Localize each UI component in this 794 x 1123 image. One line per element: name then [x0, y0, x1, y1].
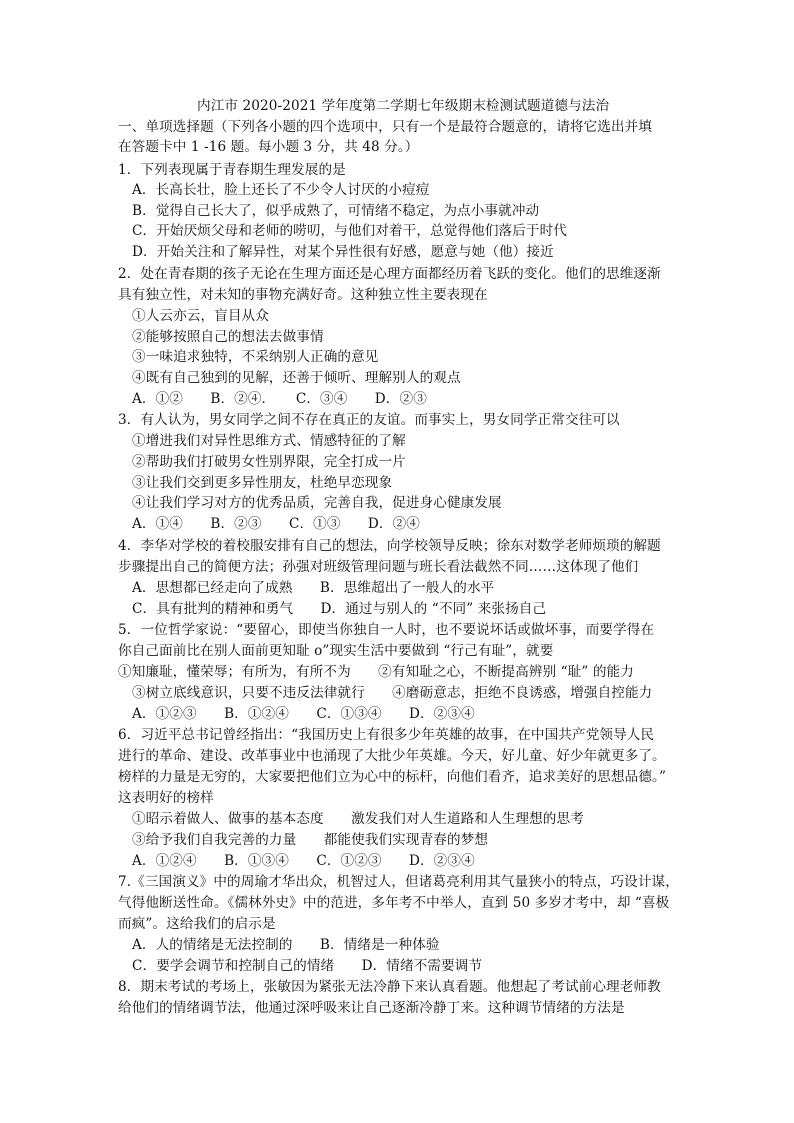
question-6-statements-12: ①昭示着做人、做事的基本态度 激发我们对人生道路和人生理想的思考	[132, 811, 584, 827]
question-8-stem-cont: 给他们的情绪调节法，他通过深呼吸来让自己逐渐冷静丁来。这种调节情绪的方法是	[118, 1000, 625, 1016]
question-7-stem-cont-2: 而疯”。这给我们的启示是	[118, 916, 276, 932]
question-5-statements-34: ③树立底线意识，只要不违反法律就行 ④磨砺意志，拒绝不良诱惑，增强自控能力	[132, 685, 653, 701]
question-6-stem-cont-1: 进行的革命、建设、改革事业中也涌现了大批少年英雄。今天，好儿童、好少年就更多了。	[118, 748, 666, 764]
question-5-options: A．①②③ B．①②④ C．①③④ D．②③④	[132, 706, 475, 722]
question-6-stem: 6．习近平总书记曾经指出：“我国历史上有很多少年英雄的故事，在中国共产党领导人民	[118, 727, 655, 743]
question-3-statement-3: ③让我们交到更多异性朋友，杜绝早恋现象	[132, 475, 393, 491]
question-1-stem: 1．下列表现属于青春期生理发展的是	[118, 162, 346, 178]
question-2-statement-3: ③一味追求独特，不采纳别人正确的意见	[132, 349, 379, 365]
question-5-statements-12: ①知廉耻，懂荣辱；有所为，有所不为 ②有知耻之心，不断提高辨别 “耻” 的能力	[118, 664, 634, 680]
question-2-stem: 2．处在青春期的孩子无论在生理方面还是心理方面都经历着飞跃的变化。他们的思维逐渐	[118, 266, 661, 282]
question-7-options-ab: A．人的情绪是无法控制的 B．情绪是一种体验	[132, 937, 440, 953]
question-1-option-c: C．开始厌烦父母和老师的唠叨，与他们对着干，总觉得他们落后于时代	[132, 223, 568, 239]
question-2-stem-cont: 具有独立性，对未知的事物充满好奇。这种独立性主要表现在	[118, 287, 488, 303]
question-1-option-a: A．长高长壮，脸上还长了不少令人讨厌的小痘痘	[132, 182, 430, 198]
question-4-options-ab: A．思想都已经走向了成熟 B．思维超出了一般人的水平	[132, 580, 495, 596]
question-7-options-cd: C．要学会调节和控制自己的情绪 D．情绪不需要调节	[132, 958, 483, 974]
section-instructions-cont: 在答题卡中 1 -16 题。每小题 3 分，共 48 分。）	[118, 139, 419, 155]
question-2-options: A．①② B．②④． C．③④ D．②③	[132, 391, 427, 407]
question-3-options: A．①④ B．②③ C．①③ D．②④	[132, 516, 420, 532]
question-7-stem: 7.《三国演义》中的周瑜才华出众，机智过人，但诸葛亮利用其气量狭小的特点，巧设计谋，	[118, 874, 679, 890]
exam-title: 内江市 2020-2021 学年度第二学期七年级期末检测试题道德与法治	[197, 98, 610, 114]
question-2-statement-4: ④既有自己独到的见解，还善于倾听、理解别人的观点	[132, 370, 461, 386]
question-1-option-d: D．开始关注和了解异性，对某个异性很有好感，愿意与她（他）接近	[132, 244, 554, 260]
question-4-options-cd: C．具有批判的精神和勇气 D．通过与别人的 “不同” 来张扬自己	[132, 601, 547, 617]
question-6-stem-cont-2: 榜样的力量是无穷的，大家要把他们立为心中的标杆，向他们看齐，追求美好的思想品德。”	[118, 769, 666, 785]
question-6-statements-34: ③给予我们自我完善的力量 都能使我们实现青春的梦想	[132, 832, 489, 848]
question-3-stem: 3．有人认为，男女同学之间不存在真正的友谊。而事实上，男女同学正常交往可以	[118, 412, 620, 428]
question-7-stem-cont-1: 气得他断送性命。《儒林外史》中的范进，多年考不中举人，直到 50 多岁才考中，却 “喜极	[118, 895, 670, 911]
question-2-statement-1: ①人云亦云，盲目从众	[132, 308, 269, 324]
question-4-stem: 4．李华对学校的着校服安排有自己的想法，向学校领导反映；徐东对数学老师烦琐的解题	[118, 538, 661, 554]
section-instructions: 一、单项选择题（下列各小题的四个选项中，只有一个是最符合题意的，请将它选出并填	[118, 119, 653, 135]
question-5-stem-cont: 你自己面前比在别人面前更知耻 o”现实生活中要做到 “行己有耻”，就要	[118, 643, 554, 659]
question-1-option-b: B．觉得自己长大了，似乎成熟了，可情绪不稳定，为点小事就冲动	[132, 203, 540, 219]
question-4-stem-cont: 步骤提出自己的简便方法；孙强对班级管理问题与班长看法截然不同……这体现了他们	[118, 559, 639, 575]
question-8-stem: 8．期末考试的考场上，张敏因为紧张无法冷静下来认真看题。他想起了考试前心理老师教	[118, 979, 661, 995]
question-2-statement-2: ②能够按照自己的想法去做事情	[132, 329, 324, 345]
question-6-options: A．①②④ B．①③④ C．①②③ D．②③④	[132, 853, 475, 869]
question-3-statement-2: ②帮助我们打破男女性别界限，完全打成一片	[132, 454, 406, 470]
question-3-statement-4: ④让我们学习对方的优秀品质，完善自我，促进身心健康发展	[132, 495, 502, 511]
question-3-statement-1: ①增进我们对异性思维方式、情感特征的了解	[132, 433, 406, 449]
question-6-stem-cont-3: 这表明好的榜样	[118, 790, 214, 806]
question-5-stem: 5．一位哲学家说：“要留心，即使当你独自一人时，也不要说坏话或做坏事，而要学得在	[118, 622, 655, 638]
